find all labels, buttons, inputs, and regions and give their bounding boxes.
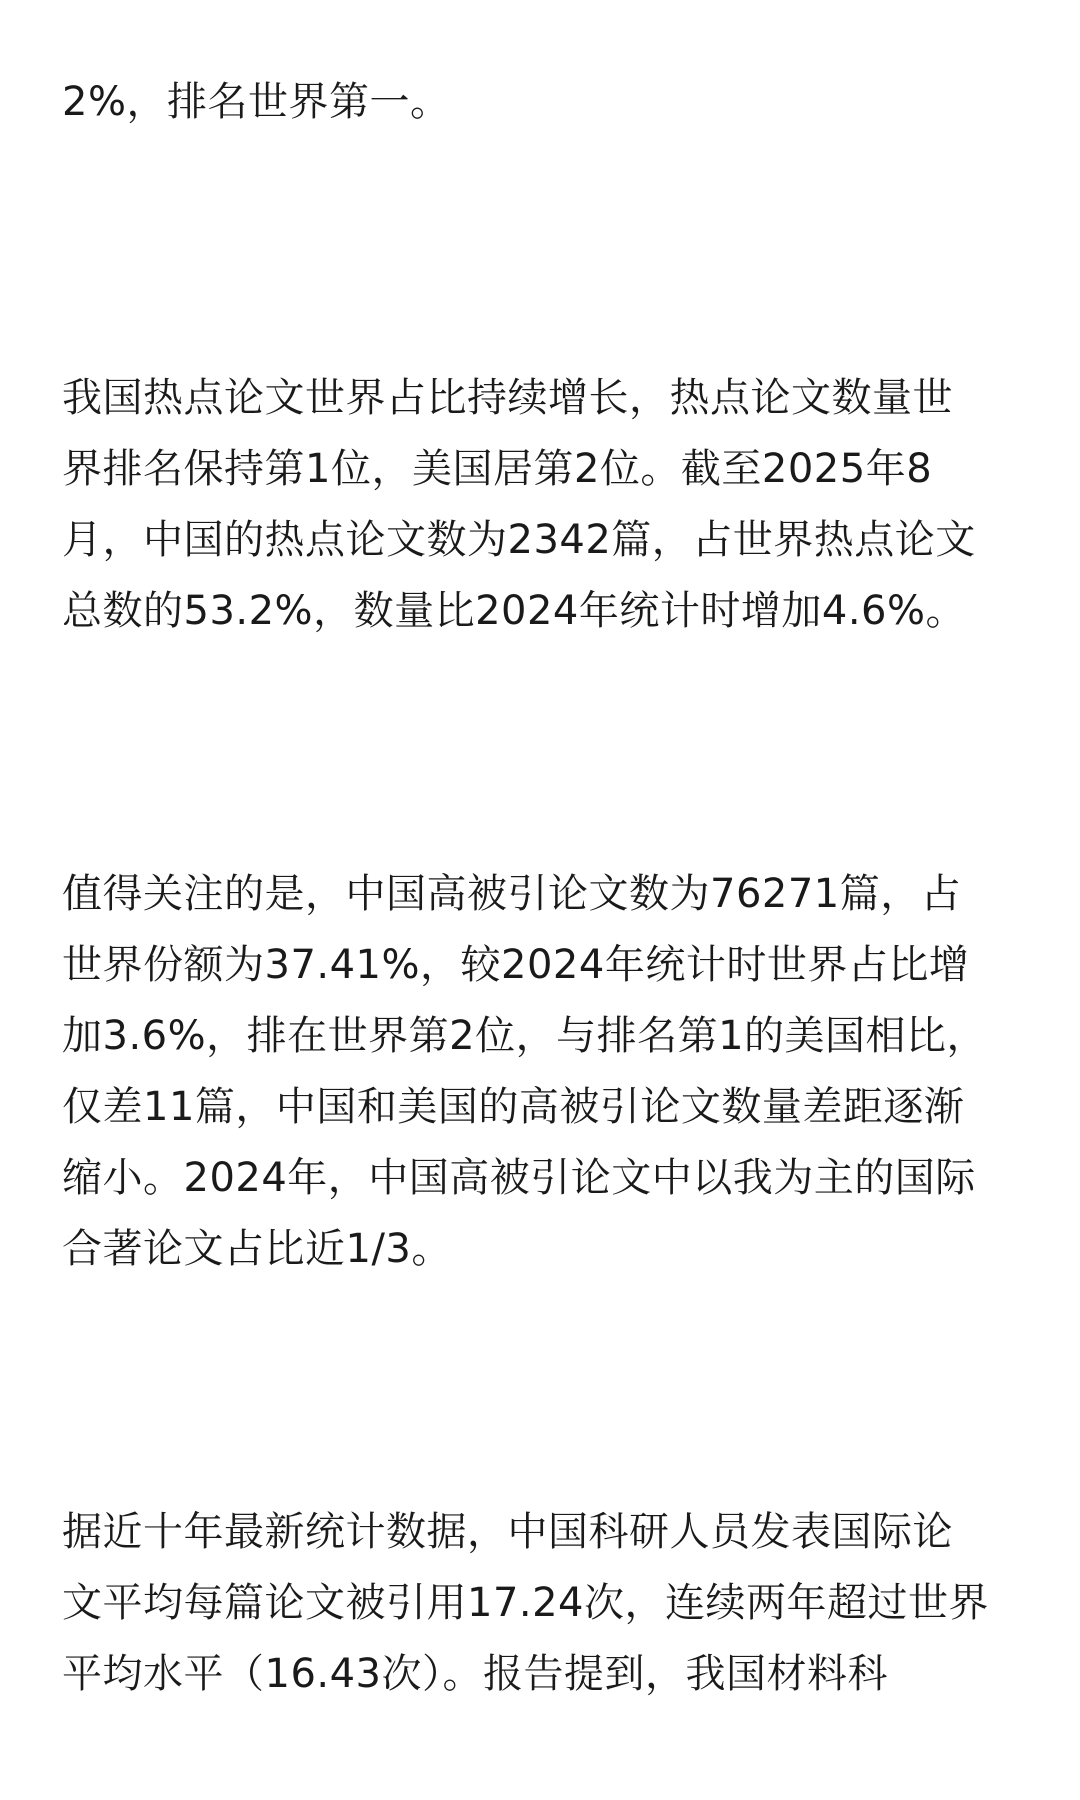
paragraph-3-line-2: 世界份额为37.41%，较2024年统计时世界占比增 xyxy=(62,942,970,988)
paragraph-2-line-4: 总数的53.2%，数量比2024年统计时增加4.6%。 xyxy=(62,588,966,634)
paragraph-2-line-2: 界排名保持第1位，美国居第2位。截至2025年8 xyxy=(62,446,933,492)
paragraph-3-line-4: 仅差11篇，中国和美国的高被引论文数量差距逐渐 xyxy=(62,1084,965,1130)
paragraph-4-line-3: 平均水平（16.43次）。报告提到，我国材料科 xyxy=(62,1651,889,1697)
paragraph-4-line-1: 据近十年最新统计数据，中国科研人员发表国际论 xyxy=(62,1509,953,1555)
paragraph-3-line-1: 值得关注的是，中国高被引论文数为76271篇，占 xyxy=(62,871,962,917)
paragraph-3-line-5: 缩小。2024年，中国高被引论文中以我为主的国际 xyxy=(62,1155,976,1201)
paragraph-2-line-1: 我国热点论文世界占比持续增长，热点论文数量世 xyxy=(62,375,953,421)
paragraph-2-line-3: 月，中国的热点论文数为2342篇，占世界热点论文 xyxy=(62,517,976,563)
paragraph-4-line-2: 文平均每篇论文被引用17.24次，连续两年超过世界 xyxy=(62,1580,990,1626)
paragraph-3-line-3: 加3.6%，排在世界第2位，与排名第1的美国相比， xyxy=(62,1013,988,1059)
paragraph-3-line-6: 合著论文占比近1/3。 xyxy=(62,1226,452,1272)
paragraph-1-line-1: 2%，排名世界第一。 xyxy=(62,79,451,125)
